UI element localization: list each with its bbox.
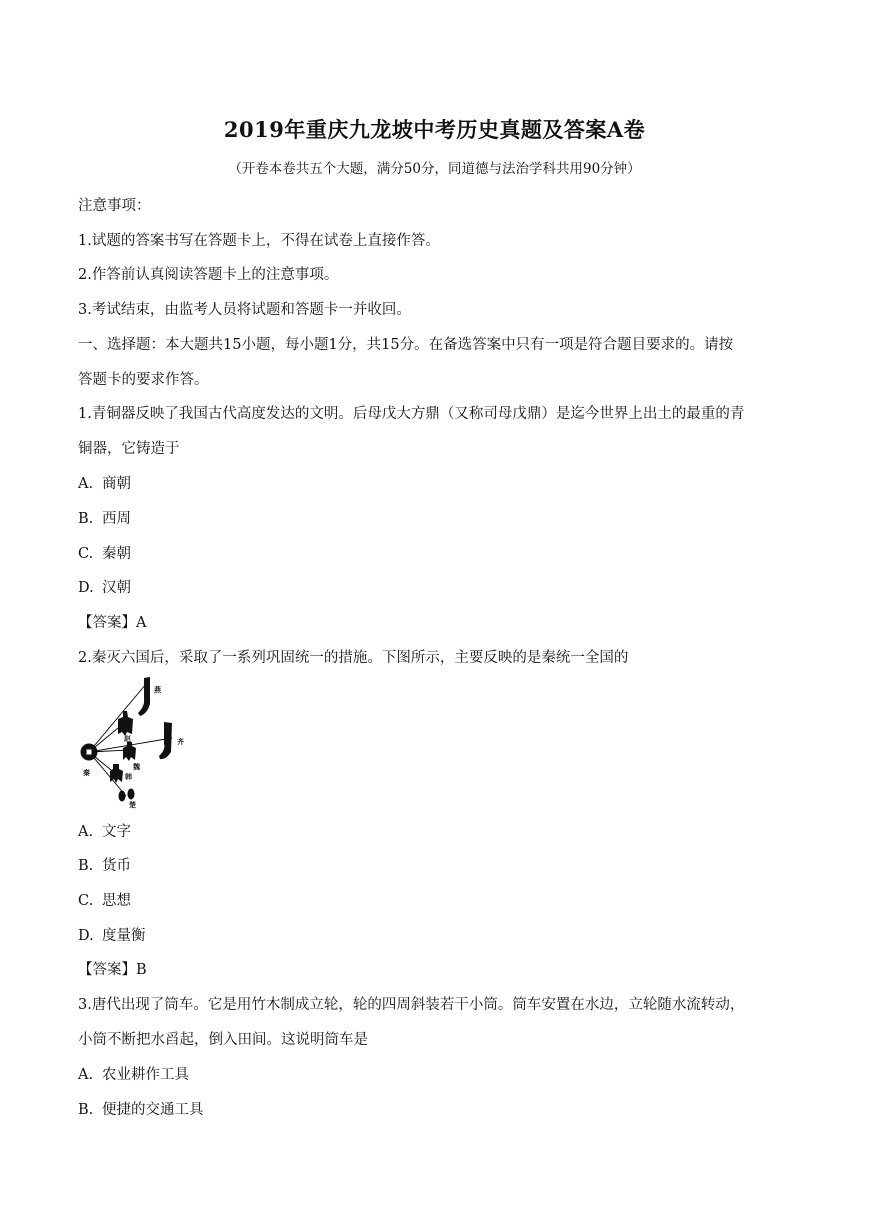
- page-title: 2019年重庆九龙坡中考历史真题及答案A卷: [223, 117, 646, 142]
- option-text: 货币: [102, 858, 131, 874]
- q2-option-c: [78, 889, 131, 910]
- option-text: 度量衡: [102, 928, 146, 944]
- option-letter: D.: [78, 928, 94, 944]
- note-item: 1.试题的答案书写在答题卡上，不得在试卷上直接作答。: [78, 233, 440, 249]
- q2-option-d: [78, 924, 146, 945]
- option-letter: C.: [78, 893, 94, 909]
- notes-heading: 注意事项：: [78, 198, 151, 214]
- option-letter: A.: [78, 476, 94, 492]
- label-chu: 楚: [129, 801, 136, 809]
- question-3-stem-cont: 小筒不断把水舀起，倒入田间。这说明筒车是: [78, 1032, 368, 1048]
- section-instruction-cont: 答题卡的要求作答。: [78, 372, 209, 388]
- question-1-stem-cont: 铜器，它铸造于: [78, 441, 180, 457]
- qi-knife-coin: [159, 722, 172, 759]
- option-letter: B.: [78, 858, 94, 874]
- page-subtitle: （开卷本卷共五个大题，满分50分，同道德与法治学科共用90分钟）: [228, 161, 641, 177]
- option-text: 便捷的交通工具: [102, 1102, 204, 1118]
- q1-answer: 【答案】A: [78, 615, 147, 631]
- q2-option-b: [78, 854, 131, 875]
- option-letter: A.: [78, 1067, 94, 1083]
- label-qin: 秦: [83, 769, 90, 777]
- option-letter: A.: [78, 824, 94, 840]
- label-wei: 魏: [133, 763, 140, 771]
- option-letter: B.: [78, 1102, 94, 1118]
- option-letter: C.: [78, 546, 94, 562]
- option-text: 秦朝: [102, 546, 131, 562]
- question-3-stem: 3.唐代出现了筒车。它是用竹木制成立轮，轮的四周斜装若干小筒。筒车安置在水边，立轮随水流转动，: [78, 997, 745, 1013]
- option-text: 农业耕作工具: [102, 1067, 189, 1083]
- option-text: 商朝: [102, 476, 131, 492]
- option-letter: D.: [78, 580, 94, 596]
- note-item: 2.作答前认真阅读答题卡上的注意事项。: [78, 267, 339, 283]
- option-letter: B.: [78, 511, 94, 527]
- label-han: 韩: [125, 773, 132, 781]
- q3-option-a: [78, 1063, 189, 1084]
- question-2-stem: 2.秦灭六国后，采取了一系列巩固统一的措施。下图所示，主要反映的是秦统一全国的: [78, 650, 629, 666]
- note-item: 3.考试结束，由监考人员将试题和答题卡一并收回。: [78, 302, 411, 318]
- han-spade-coin: [110, 764, 123, 783]
- q2-answer: 【答案】B: [78, 962, 147, 978]
- coin-unification-figure: [74, 674, 192, 810]
- q1-option-d: [78, 576, 131, 597]
- q1-option-c: [78, 542, 131, 563]
- option-text: 思想: [102, 893, 131, 909]
- option-text: 西周: [102, 511, 131, 527]
- option-text: 汉朝: [102, 580, 131, 596]
- label-zhao: 赵: [124, 735, 131, 743]
- qin-round-coin: [81, 744, 98, 761]
- yan-knife-coin: [138, 677, 150, 716]
- option-text: 文字: [102, 824, 131, 840]
- label-qi: 齐: [177, 738, 184, 746]
- label-yan: 燕: [154, 686, 161, 694]
- q3-option-b: [78, 1098, 204, 1119]
- question-1-stem: 1.青铜器反映了我国古代高度发达的文明。后母戊大方鼎（又称司母戊鼎）是迄今世界上出土的最重的青: [78, 406, 745, 422]
- q1-option-b: [78, 507, 131, 528]
- q2-option-a: [78, 820, 131, 841]
- q1-option-a: [78, 472, 131, 493]
- section-instruction: 一、选择题：本大题共15小题，每小题1分，共15分。在备选答案中只有一项是符合题目要求的。请按: [78, 337, 734, 353]
